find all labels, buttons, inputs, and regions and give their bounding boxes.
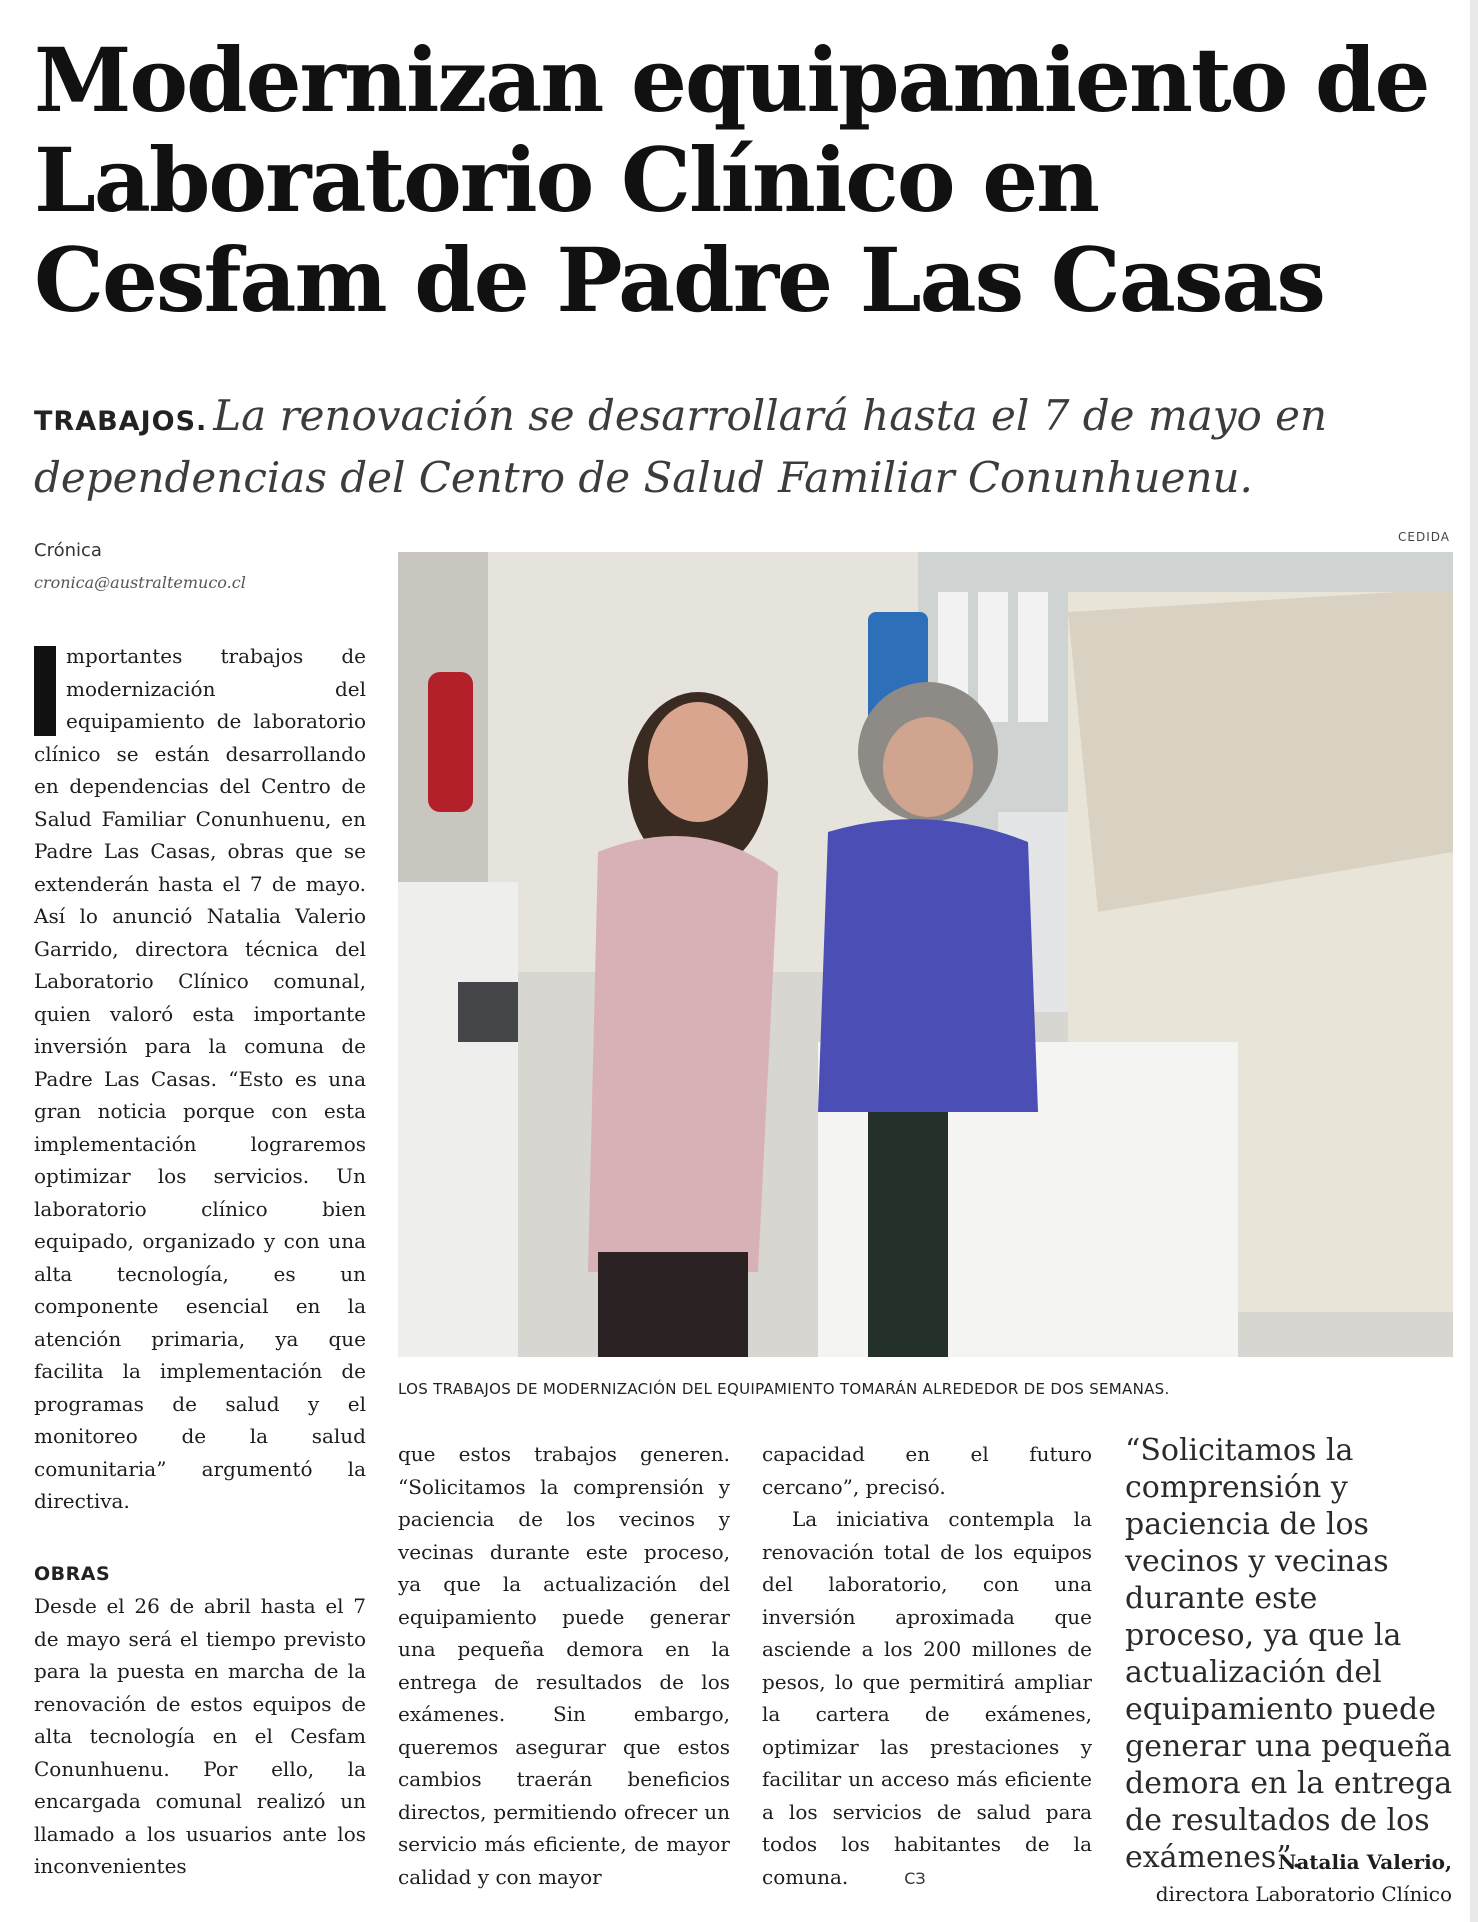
deck-text: La renovación se desarrollará hasta el 7 de mayo en dependencias del Centro de Salud Familiar Conunhuenu. — [34, 391, 1327, 502]
byline-author: Crónica — [34, 540, 102, 561]
subhead-obras: OBRAS — [34, 1562, 111, 1585]
paragraph-5 — [762, 1503, 1092, 1895]
headline: Modernizan equipamiento de Laboratorio Clínico en Cesfam de Padre Las Casas — [34, 28, 1429, 332]
article-column-1 — [34, 640, 366, 1883]
deck — [34, 388, 1444, 506]
pull-quote-author: Natalia Valerio, — [1278, 1850, 1452, 1874]
paragraph-4: capacidad en el futuro cercano”, precisó. — [762, 1442, 1092, 1499]
photo-caption: LOS TRABAJOS DE MODERNIZACIÓN DEL EQUIPAMIENTO TOMARÁN ALREDEDOR DE DOS SEMANAS. — [398, 1380, 1170, 1398]
end-mark: CЗ — [904, 1868, 926, 1888]
article-column-3 — [762, 1438, 1092, 1895]
paragraph-2: Desde el 26 de abril hasta el 7 de mayo será el tiempo previsto para la puesta en marcha de la renovación de estos equipos de alta tecnología en el Cesfam Conunhuenu. Por ello, la encargada comunal realizó un llamado a los usuarios ante los inconvenientes — [34, 1594, 366, 1878]
fire-extinguisher-shape — [428, 672, 473, 812]
article-photo — [398, 552, 1453, 1357]
paragraph-1 — [34, 640, 366, 1518]
paragraph-1-text: mportantes trabajos de modernización del equipamiento de laboratorio clínico se están desarrollando en dependencias del Centro de Salud Familiar Conunhuenu, en Padre Las Casas, obras que se extenderán hasta el 7 de mayo. Así lo anunció Natalia Valerio Garrido, directora técnica del Laboratorio Clínico comunal, quien valoró esta importante inversión para la comuna de Padre Las Casas. “Esto es una gran noticia porque con esta implementación lograremos optimizar los servicios. Un laboratorio clínico bien equipado, organizado y con una alta tecnología, es un componente esencial en la atención primaria, ya que facilita la implementación de programas de salud y el monitoreo de la salud comunitaria” argumentó la directiva. — [34, 644, 366, 1513]
photo-credit: CEDIDA — [1398, 530, 1450, 544]
deck-kicker: TRABAJOS. — [34, 406, 208, 437]
drop-cap — [34, 646, 56, 736]
pull-quote-role: directora Laboratorio Clínico — [1155, 1882, 1452, 1906]
paragraph-3: que estos trabajos generen. “Solicitamos la comprensión y paciencia de los vecinos y vecinas durante este proceso, ya que la actualización del equipamiento puede generar una pequeña demora en la entrega de resultados de los exámenes. Sin embargo, queremos asegurar que estos cambios traerán beneficios directos, permitiendo ofrecer un servicio más eficiente, de mayor calidad y con mayor — [398, 1442, 730, 1889]
paragraph-5-text: La iniciativa contempla la renovación total de los equipos del laboratorio, con una inversión aproximada que asciende a los 200 millones de pesos, lo que permitirá ampliar la cartera de exámenes, optimizar las prestaciones y facilitar un acceso más eficiente a los servicios de salud para todos los habitantes de la comuna. — [762, 1507, 1092, 1889]
page-edge — [1470, 0, 1478, 1922]
pull-quote: “Solicitamos la comprensión y paciencia de los vecinos y vecinas durante este proceso, ya que la actualización del equipamiento puede generar una pequeña demora en la entrega de resultados de los exámenes”. — [1125, 1433, 1453, 1875]
person-one-shape — [588, 836, 778, 1272]
lab-photo-illustration — [398, 552, 1453, 1357]
person-two-shape — [818, 819, 1038, 1112]
article-column-2 — [398, 1438, 730, 1893]
byline — [34, 540, 364, 592]
byline-email: cronica@australtemuco.cl — [34, 573, 246, 592]
